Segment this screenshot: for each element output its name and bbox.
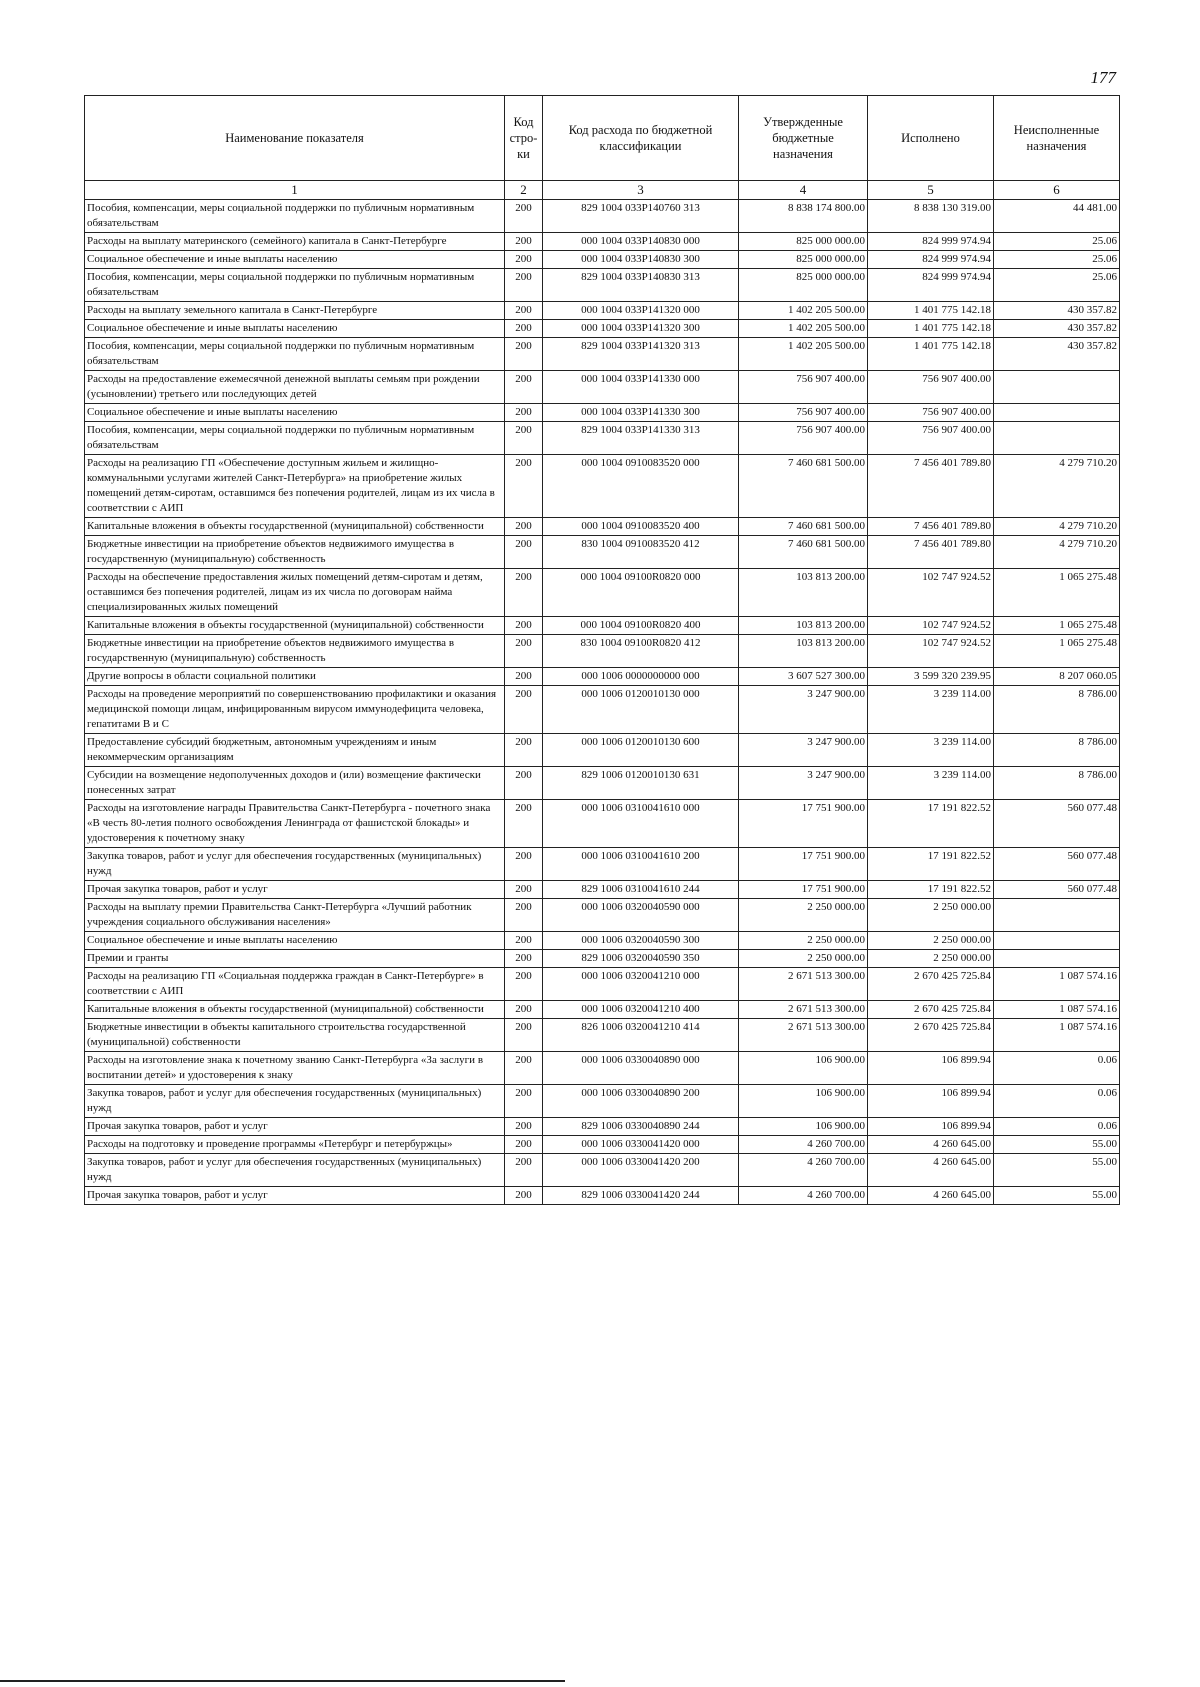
approved-amount: 1 402 205 500.00 — [739, 320, 868, 338]
unexecuted-amount — [994, 899, 1120, 932]
line-code: 200 — [505, 668, 543, 686]
indicator-name: Расходы на изготовление награды Правительства Санкт-Петербурга - почетного знака «В честь 80-летия полного освобождения Ленинграда от фашистской блокады» и удостоверения к почетному знаку — [85, 800, 505, 848]
expense-code: 000 1004 0910083520 400 — [543, 518, 739, 536]
approved-amount: 17 751 900.00 — [739, 881, 868, 899]
indicator-name: Социальное обеспечение и иные выплаты населению — [85, 251, 505, 269]
indicator-name: Прочая закупка товаров, работ и услуг — [85, 1118, 505, 1136]
unexecuted-amount: 430 357.82 — [994, 320, 1120, 338]
unexecuted-amount: 430 357.82 — [994, 338, 1120, 371]
unexecuted-amount: 8 786.00 — [994, 686, 1120, 734]
unexecuted-amount: 0.06 — [994, 1085, 1120, 1118]
expense-code: 000 1006 0320040590 000 — [543, 899, 739, 932]
approved-amount: 106 900.00 — [739, 1052, 868, 1085]
line-code: 200 — [505, 320, 543, 338]
executed-amount: 1 401 775 142.18 — [868, 302, 994, 320]
line-code: 200 — [505, 200, 543, 233]
approved-amount: 1 402 205 500.00 — [739, 338, 868, 371]
unexecuted-amount: 1 065 275.48 — [994, 635, 1120, 668]
line-code: 200 — [505, 767, 543, 800]
table-row — [85, 200, 1120, 233]
executed-amount: 17 191 822.52 — [868, 848, 994, 881]
header-row — [85, 96, 1120, 181]
expense-code: 000 1004 09100R0820 000 — [543, 569, 739, 617]
indicator-name: Расходы на изготовление знака к почетному званию Санкт-Петербурга «За заслуги в воспитании детей» и удостоверения к знаку — [85, 1052, 505, 1085]
approved-amount: 17 751 900.00 — [739, 848, 868, 881]
indicator-name: Капитальные вложения в объекты государственной (муниципальной) собственности — [85, 617, 505, 635]
table-row — [85, 1019, 1120, 1052]
indicator-name: Расходы на подготовку и проведение программы «Петербург и петербуржцы» — [85, 1136, 505, 1154]
line-code: 200 — [505, 968, 543, 1001]
unexecuted-amount: 4 279 710.20 — [994, 455, 1120, 518]
expense-code: 829 1004 033Р141330 313 — [543, 422, 739, 455]
unexecuted-amount: 560 077.48 — [994, 848, 1120, 881]
expense-code: 000 1006 0320041210 000 — [543, 968, 739, 1001]
executed-amount: 1 401 775 142.18 — [868, 320, 994, 338]
indicator-name: Расходы на обеспечение предоставления жилых помещений детям-сиротам и детям, оставшимся без попечения родителей, лицам из их числа по договорам найма специализированных жилых помещений — [85, 569, 505, 617]
column-index: 4 — [739, 181, 868, 200]
table-row — [85, 404, 1120, 422]
table-row — [85, 1085, 1120, 1118]
expense-code: 830 1004 0910083520 412 — [543, 536, 739, 569]
table-row — [85, 233, 1120, 251]
expense-code: 000 1006 0330041420 000 — [543, 1136, 739, 1154]
indicator-name: Премии и гранты — [85, 950, 505, 968]
table-row — [85, 371, 1120, 404]
table-row — [85, 635, 1120, 668]
approved-amount: 7 460 681 500.00 — [739, 518, 868, 536]
indicator-name: Расходы на проведение мероприятий по совершенствованию профилактики и оказания медицинской помощи лицам, инфицированным вирусом иммунодефицита человека, гепатитами В и С — [85, 686, 505, 734]
column-index: 2 — [505, 181, 543, 200]
expense-code: 829 1006 0330040890 244 — [543, 1118, 739, 1136]
unexecuted-amount: 1 087 574.16 — [994, 968, 1120, 1001]
expense-code: 000 1004 0910083520 000 — [543, 455, 739, 518]
indicator-name: Расходы на реализацию ГП «Социальная поддержка граждан в Санкт-Петербурге» в соответствии с АИП — [85, 968, 505, 1001]
unexecuted-amount: 0.06 — [994, 1118, 1120, 1136]
line-code: 200 — [505, 1052, 543, 1085]
unexecuted-amount: 4 279 710.20 — [994, 518, 1120, 536]
approved-amount: 106 900.00 — [739, 1085, 868, 1118]
indicator-name: Прочая закупка товаров, работ и услуг — [85, 881, 505, 899]
table-row — [85, 686, 1120, 734]
indicator-name: Закупка товаров, работ и услуг для обеспечения государственных (муниципальных) нужд — [85, 848, 505, 881]
table-row — [85, 800, 1120, 848]
executed-amount: 2 250 000.00 — [868, 950, 994, 968]
unexecuted-amount: 8 786.00 — [994, 767, 1120, 800]
header-expense-code: Код расхода по бюджетной классификации — [543, 96, 739, 181]
expense-code: 000 1006 0310041610 200 — [543, 848, 739, 881]
indicator-name: Капитальные вложения в объекты государственной (муниципальной) собственности — [85, 518, 505, 536]
expense-code: 829 1006 0320040590 350 — [543, 950, 739, 968]
unexecuted-amount: 1 065 275.48 — [994, 617, 1120, 635]
indicator-name: Расходы на предоставление ежемесячной денежной выплаты семьям при рождении (усыновлении) третьего или последующих детей — [85, 371, 505, 404]
column-index: 3 — [543, 181, 739, 200]
unexecuted-amount: 430 357.82 — [994, 302, 1120, 320]
approved-amount: 17 751 900.00 — [739, 800, 868, 848]
approved-amount: 2 250 000.00 — [739, 950, 868, 968]
unexecuted-amount — [994, 422, 1120, 455]
line-code: 200 — [505, 338, 543, 371]
approved-amount: 106 900.00 — [739, 1118, 868, 1136]
executed-amount: 824 999 974.94 — [868, 251, 994, 269]
expense-code: 000 1006 0310041610 000 — [543, 800, 739, 848]
expense-code: 829 1006 0120010130 631 — [543, 767, 739, 800]
indicator-name: Пособия, компенсации, меры социальной поддержки по публичным нормативным обязательствам — [85, 269, 505, 302]
approved-amount: 825 000 000.00 — [739, 269, 868, 302]
executed-amount: 106 899.94 — [868, 1052, 994, 1085]
unexecuted-amount: 1 087 574.16 — [994, 1001, 1120, 1019]
executed-amount: 8 838 130 319.00 — [868, 200, 994, 233]
expense-code: 000 1004 033Р140830 300 — [543, 251, 739, 269]
header-line-code: Код стро-ки — [505, 96, 543, 181]
indicator-name: Расходы на выплату земельного капитала в Санкт-Петербурге — [85, 302, 505, 320]
approved-amount: 1 402 205 500.00 — [739, 302, 868, 320]
expense-code: 000 1006 0320040590 300 — [543, 932, 739, 950]
line-code: 200 — [505, 302, 543, 320]
executed-amount: 756 907 400.00 — [868, 371, 994, 404]
table-row — [85, 899, 1120, 932]
indicator-name: Пособия, компенсации, меры социальной поддержки по публичным нормативным обязательствам — [85, 338, 505, 371]
table-row — [85, 422, 1120, 455]
approved-amount: 7 460 681 500.00 — [739, 536, 868, 569]
approved-amount: 7 460 681 500.00 — [739, 455, 868, 518]
indicator-name: Пособия, компенсации, меры социальной поддержки по публичным нормативным обязательствам — [85, 422, 505, 455]
line-code: 200 — [505, 848, 543, 881]
line-code: 200 — [505, 569, 543, 617]
executed-amount: 4 260 645.00 — [868, 1154, 994, 1187]
approved-amount: 4 260 700.00 — [739, 1187, 868, 1205]
approved-amount: 3 247 900.00 — [739, 734, 868, 767]
line-code: 200 — [505, 269, 543, 302]
indicator-name: Предоставление субсидий бюджетным, автономным учреждениям и иным некоммерческим организациям — [85, 734, 505, 767]
table-row — [85, 320, 1120, 338]
approved-amount: 4 260 700.00 — [739, 1136, 868, 1154]
line-code: 200 — [505, 404, 543, 422]
expense-code: 000 1004 033Р141330 300 — [543, 404, 739, 422]
budget-execution-table — [84, 95, 1120, 1205]
line-code: 200 — [505, 536, 543, 569]
column-index: 1 — [85, 181, 505, 200]
table-row — [85, 950, 1120, 968]
approved-amount: 103 813 200.00 — [739, 635, 868, 668]
line-code: 200 — [505, 1154, 543, 1187]
unexecuted-amount — [994, 404, 1120, 422]
page-number: 177 — [1090, 68, 1116, 87]
expense-code: 000 1006 0120010130 000 — [543, 686, 739, 734]
unexecuted-amount: 25.06 — [994, 269, 1120, 302]
executed-amount: 3 239 114.00 — [868, 686, 994, 734]
indicator-name: Социальное обеспечение и иные выплаты населению — [85, 404, 505, 422]
bottom-rule — [0, 1680, 565, 1682]
executed-amount: 102 747 924.52 — [868, 569, 994, 617]
expense-code: 000 1006 0330040890 000 — [543, 1052, 739, 1085]
table-row — [85, 668, 1120, 686]
approved-amount: 825 000 000.00 — [739, 251, 868, 269]
header-unexecuted: Неисполненные назначения — [994, 96, 1120, 181]
executed-amount: 7 456 401 789.80 — [868, 455, 994, 518]
indicator-name: Социальное обеспечение и иные выплаты населению — [85, 932, 505, 950]
table-row — [85, 338, 1120, 371]
indicator-name: Бюджетные инвестиции на приобретение объектов недвижимого имущества в государственную (муниципальную) собственность — [85, 536, 505, 569]
line-code: 200 — [505, 1187, 543, 1205]
table-row — [85, 968, 1120, 1001]
table-row — [85, 518, 1120, 536]
executed-amount: 3 239 114.00 — [868, 767, 994, 800]
expense-code: 000 1004 033Р141320 300 — [543, 320, 739, 338]
column-index-row — [85, 181, 1120, 200]
executed-amount: 2 670 425 725.84 — [868, 1001, 994, 1019]
line-code: 200 — [505, 950, 543, 968]
line-code: 200 — [505, 455, 543, 518]
approved-amount: 103 813 200.00 — [739, 569, 868, 617]
table-row — [85, 1052, 1120, 1085]
header-approved: Утвержденные бюджетные назначения — [739, 96, 868, 181]
unexecuted-amount: 1 065 275.48 — [994, 569, 1120, 617]
column-index: 5 — [868, 181, 994, 200]
approved-amount: 756 907 400.00 — [739, 404, 868, 422]
executed-amount: 17 191 822.52 — [868, 800, 994, 848]
approved-amount: 3 607 527 300.00 — [739, 668, 868, 686]
expense-code: 000 1006 0330041420 200 — [543, 1154, 739, 1187]
table-row — [85, 1136, 1120, 1154]
indicator-name: Бюджетные инвестиции на приобретение объектов недвижимого имущества в государственную (муниципальную) собственность — [85, 635, 505, 668]
executed-amount: 3 239 114.00 — [868, 734, 994, 767]
expense-code: 000 1004 033Р141330 000 — [543, 371, 739, 404]
approved-amount: 2 671 513 300.00 — [739, 1001, 868, 1019]
table-row — [85, 1001, 1120, 1019]
header-executed: Исполнено — [868, 96, 994, 181]
expense-code: 829 1006 0330041420 244 — [543, 1187, 739, 1205]
line-code: 200 — [505, 881, 543, 899]
table-row — [85, 1187, 1120, 1205]
line-code: 200 — [505, 251, 543, 269]
line-code: 200 — [505, 233, 543, 251]
approved-amount: 2 250 000.00 — [739, 899, 868, 932]
unexecuted-amount: 55.00 — [994, 1136, 1120, 1154]
table-row — [85, 617, 1120, 635]
indicator-name: Капитальные вложения в объекты государственной (муниципальной) собственности — [85, 1001, 505, 1019]
table-row — [85, 932, 1120, 950]
unexecuted-amount: 44 481.00 — [994, 200, 1120, 233]
expense-code: 000 1006 0120010130 600 — [543, 734, 739, 767]
unexecuted-amount: 4 279 710.20 — [994, 536, 1120, 569]
executed-amount: 4 260 645.00 — [868, 1136, 994, 1154]
approved-amount: 3 247 900.00 — [739, 767, 868, 800]
indicator-name: Закупка товаров, работ и услуг для обеспечения государственных (муниципальных) нужд — [85, 1154, 505, 1187]
unexecuted-amount: 55.00 — [994, 1187, 1120, 1205]
table-row — [85, 569, 1120, 617]
approved-amount: 2 671 513 300.00 — [739, 968, 868, 1001]
expense-code: 000 1006 0330040890 200 — [543, 1085, 739, 1118]
executed-amount: 2 670 425 725.84 — [868, 1019, 994, 1052]
approved-amount: 825 000 000.00 — [739, 233, 868, 251]
unexecuted-amount: 8 207 060.05 — [994, 668, 1120, 686]
approved-amount: 103 813 200.00 — [739, 617, 868, 635]
line-code: 200 — [505, 518, 543, 536]
expense-code: 000 1006 0000000000 000 — [543, 668, 739, 686]
executed-amount: 106 899.94 — [868, 1085, 994, 1118]
line-code: 200 — [505, 371, 543, 404]
column-index: 6 — [994, 181, 1120, 200]
table-row — [85, 251, 1120, 269]
line-code: 200 — [505, 932, 543, 950]
executed-amount: 1 401 775 142.18 — [868, 338, 994, 371]
indicator-name: Закупка товаров, работ и услуг для обеспечения государственных (муниципальных) нужд — [85, 1085, 505, 1118]
table-row — [85, 734, 1120, 767]
executed-amount: 7 456 401 789.80 — [868, 518, 994, 536]
approved-amount: 756 907 400.00 — [739, 371, 868, 404]
executed-amount: 2 250 000.00 — [868, 899, 994, 932]
expense-code: 000 1004 09100R0820 400 — [543, 617, 739, 635]
approved-amount: 2 671 513 300.00 — [739, 1019, 868, 1052]
table-row — [85, 455, 1120, 518]
executed-amount: 824 999 974.94 — [868, 233, 994, 251]
indicator-name: Пособия, компенсации, меры социальной поддержки по публичным нормативным обязательствам — [85, 200, 505, 233]
expense-code: 829 1004 033Р141320 313 — [543, 338, 739, 371]
approved-amount: 3 247 900.00 — [739, 686, 868, 734]
line-code: 200 — [505, 1136, 543, 1154]
line-code: 200 — [505, 635, 543, 668]
executed-amount: 4 260 645.00 — [868, 1187, 994, 1205]
executed-amount: 17 191 822.52 — [868, 881, 994, 899]
line-code: 200 — [505, 800, 543, 848]
table-row — [85, 536, 1120, 569]
approved-amount: 4 260 700.00 — [739, 1154, 868, 1187]
line-code: 200 — [505, 1001, 543, 1019]
table-row — [85, 848, 1120, 881]
approved-amount: 8 838 174 800.00 — [739, 200, 868, 233]
indicator-name: Социальное обеспечение и иные выплаты населению — [85, 320, 505, 338]
unexecuted-amount: 560 077.48 — [994, 800, 1120, 848]
unexecuted-amount: 8 786.00 — [994, 734, 1120, 767]
table-row — [85, 1154, 1120, 1187]
indicator-name: Другие вопросы в области социальной политики — [85, 668, 505, 686]
unexecuted-amount: 25.06 — [994, 251, 1120, 269]
line-code: 200 — [505, 899, 543, 932]
executed-amount: 7 456 401 789.80 — [868, 536, 994, 569]
unexecuted-amount — [994, 950, 1120, 968]
line-code: 200 — [505, 734, 543, 767]
unexecuted-amount: 25.06 — [994, 233, 1120, 251]
executed-amount: 756 907 400.00 — [868, 422, 994, 455]
expense-code: 826 1006 0320041210 414 — [543, 1019, 739, 1052]
executed-amount: 102 747 924.52 — [868, 617, 994, 635]
table-row — [85, 881, 1120, 899]
approved-amount: 2 250 000.00 — [739, 932, 868, 950]
line-code: 200 — [505, 617, 543, 635]
expense-code: 830 1004 09100R0820 412 — [543, 635, 739, 668]
executed-amount: 756 907 400.00 — [868, 404, 994, 422]
unexecuted-amount: 1 087 574.16 — [994, 1019, 1120, 1052]
approved-amount: 756 907 400.00 — [739, 422, 868, 455]
expense-code: 829 1004 033Р140830 313 — [543, 269, 739, 302]
line-code: 200 — [505, 422, 543, 455]
expense-code: 829 1006 0310041610 244 — [543, 881, 739, 899]
executed-amount: 824 999 974.94 — [868, 269, 994, 302]
executed-amount: 2 670 425 725.84 — [868, 968, 994, 1001]
table-row — [85, 767, 1120, 800]
line-code: 200 — [505, 1118, 543, 1136]
unexecuted-amount: 560 077.48 — [994, 881, 1120, 899]
unexecuted-amount — [994, 371, 1120, 404]
indicator-name: Расходы на выплату премии Правительства Санкт-Петербурга «Лучший работник учреждения социального обслуживания населения» — [85, 899, 505, 932]
unexecuted-amount — [994, 932, 1120, 950]
executed-amount: 2 250 000.00 — [868, 932, 994, 950]
table-row — [85, 269, 1120, 302]
indicator-name: Расходы на реализацию ГП «Обеспечение доступным жильем и жилищно-коммунальными услугами жителей Санкт-Петербурга» на приобретение жилых помещений детям-сиротам, оставшимся без попечения родителей, лицам из их числа в соответствии с АИП — [85, 455, 505, 518]
table-body — [85, 200, 1120, 1205]
unexecuted-amount: 0.06 — [994, 1052, 1120, 1085]
table-row — [85, 1118, 1120, 1136]
expense-code: 829 1004 033Р140760 313 — [543, 200, 739, 233]
line-code: 200 — [505, 1085, 543, 1118]
executed-amount: 3 599 320 239.95 — [868, 668, 994, 686]
table-row — [85, 302, 1120, 320]
line-code: 200 — [505, 686, 543, 734]
unexecuted-amount: 55.00 — [994, 1154, 1120, 1187]
line-code: 200 — [505, 1019, 543, 1052]
indicator-name: Прочая закупка товаров, работ и услуг — [85, 1187, 505, 1205]
indicator-name: Расходы на выплату материнского (семейного) капитала в Санкт-Петербурге — [85, 233, 505, 251]
expense-code: 000 1006 0320041210 400 — [543, 1001, 739, 1019]
indicator-name: Субсидии на возмещение недополученных доходов и (или) возмещение фактически понесенных затрат — [85, 767, 505, 800]
executed-amount: 102 747 924.52 — [868, 635, 994, 668]
header-indicator-name: Наименование показателя — [85, 96, 505, 181]
expense-code: 000 1004 033Р141320 000 — [543, 302, 739, 320]
indicator-name: Бюджетные инвестиции в объекты капитального строительства государственной (муниципальной) собственности — [85, 1019, 505, 1052]
executed-amount: 106 899.94 — [868, 1118, 994, 1136]
expense-code: 000 1004 033Р140830 000 — [543, 233, 739, 251]
